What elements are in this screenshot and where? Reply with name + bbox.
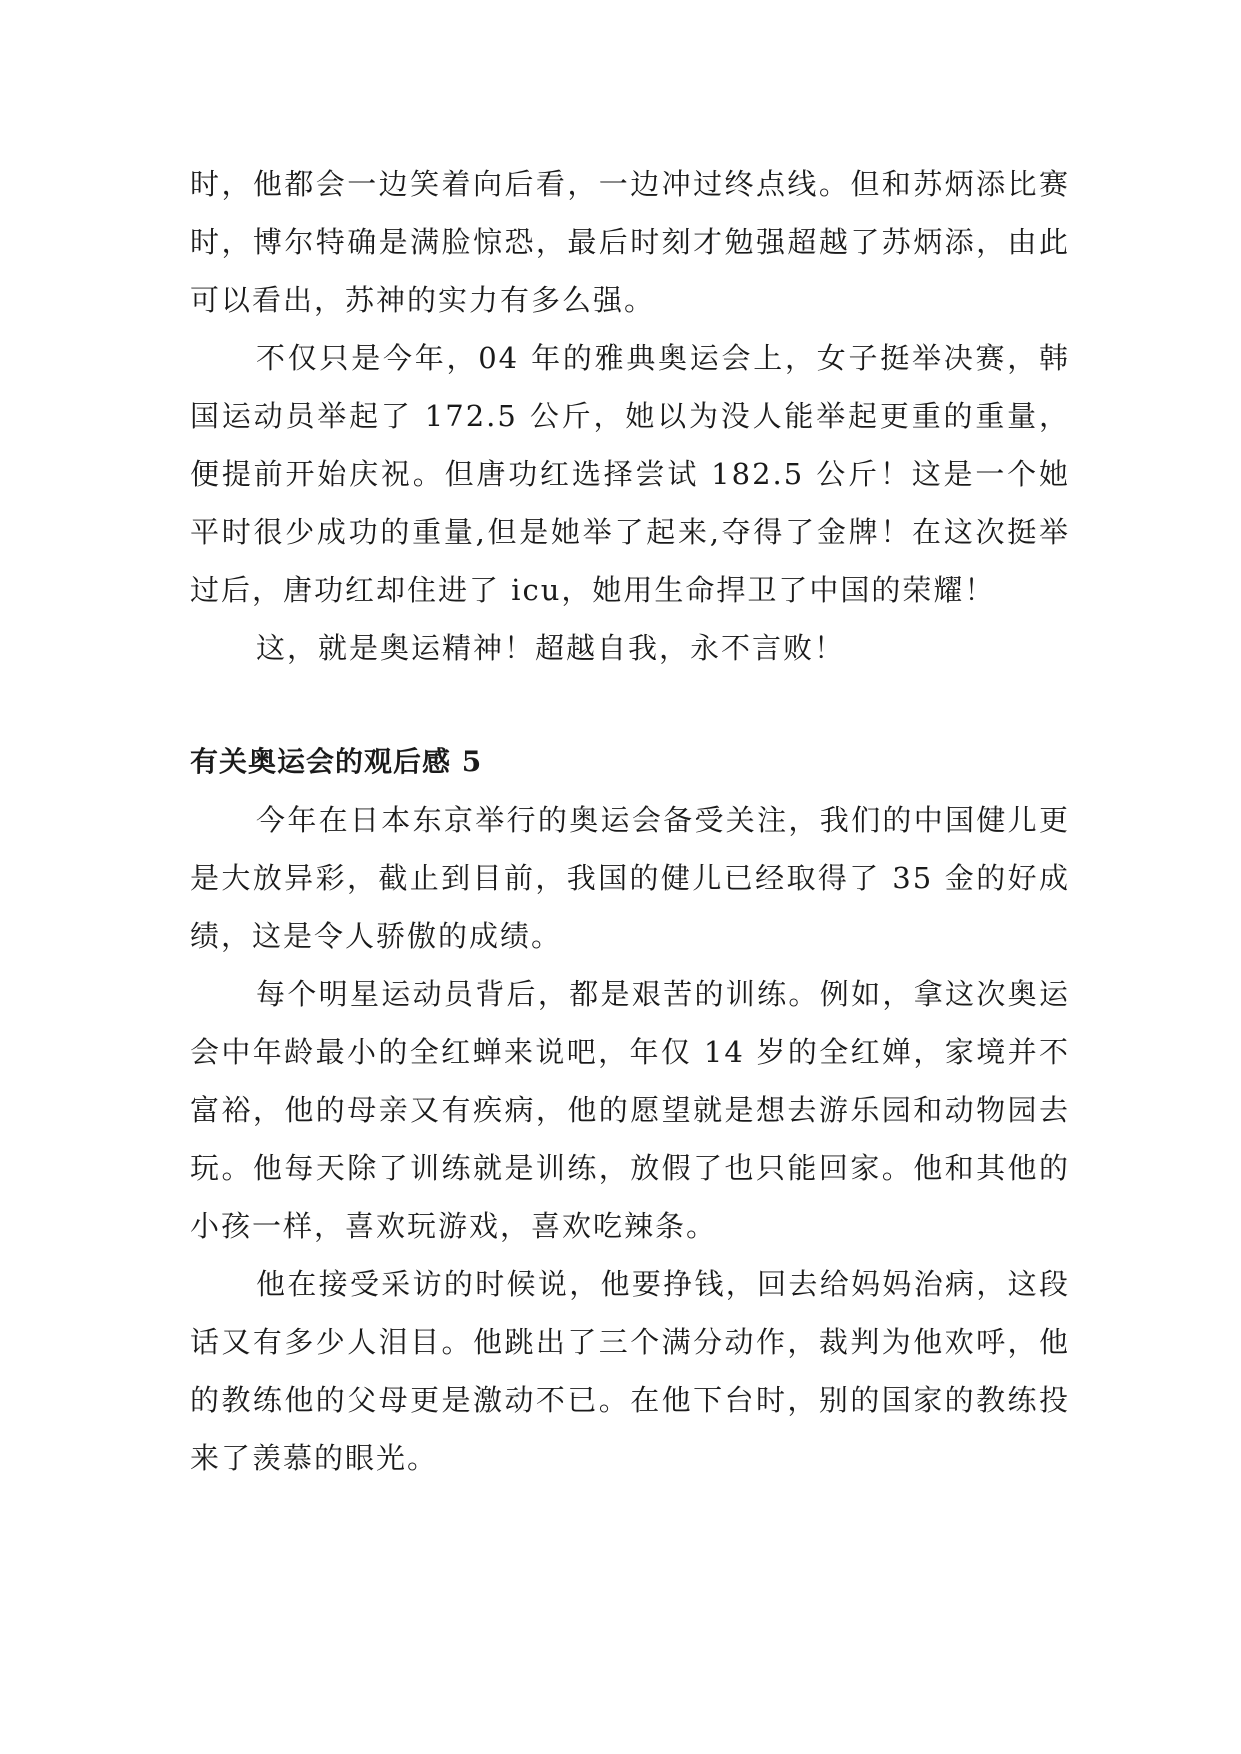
paragraph-weightlifting: 不仅只是今年，04 年的雅典奥运会上，女子挺举决赛，韩国运动员举起了 172.5 公斤，她以为没人能举起更重的重量，便提前开始庆祝。但唐功红选择尝试 182.5 公斤！这是一个她平时很少成功的重量,但是她举了起来,夺得了金牌！在这次挺举过后，唐功红却住进了 icu，她用生命捍卫了中国的荣耀！ xyxy=(190,341,1070,607)
paragraph-athlete-training: 每个明星运动员背后，都是艰苦的训练。例如，拿这次奥运会中年龄最小的全红蝉来说吧，年仅 14 岁的全红婵，家境并不富裕，他的母亲又有疾病，他的愿望就是想去游乐园和动物园去玩。他每天除了训练就是训练，放假了也只能回家。他和其他的小孩一样，喜欢玩游戏，喜欢吃辣条。 xyxy=(190,977,1070,1243)
section-title: 有关奥运会的观后感 5 xyxy=(190,745,483,778)
paragraph-interview: 他在接受采访的时候说，他要挣钱，回去给妈妈治病，这段话又有多少人泪目。他跳出了三个满分动作，裁判为他欢呼，他的教练他的父母更是激动不已。在他下台时，别的国家的教练投来了羡慕的眼光。 xyxy=(190,1267,1070,1475)
paragraph-olympic-spirit: 这，就是奥运精神！超越自我，永不言败！ xyxy=(256,631,846,665)
paragraph-tokyo-olympics: 今年在日本东京举行的奥运会备受关注，我们的中国健儿更是大放异彩，截止到目前，我国的健儿已经取得了 35 金的好成绩，这是令人骄傲的成绩。 xyxy=(190,803,1070,953)
paragraph-continued: 时，他都会一边笑着向后看，一边冲过终点线。但和苏炳添比赛时，博尔特确是满脸惊恐，最后时刻才勉强超越了苏炳添，由此可以看出，苏神的实力有多么强。 xyxy=(190,167,1070,317)
document-page xyxy=(190,155,1070,1487)
section-gap xyxy=(190,677,1070,733)
